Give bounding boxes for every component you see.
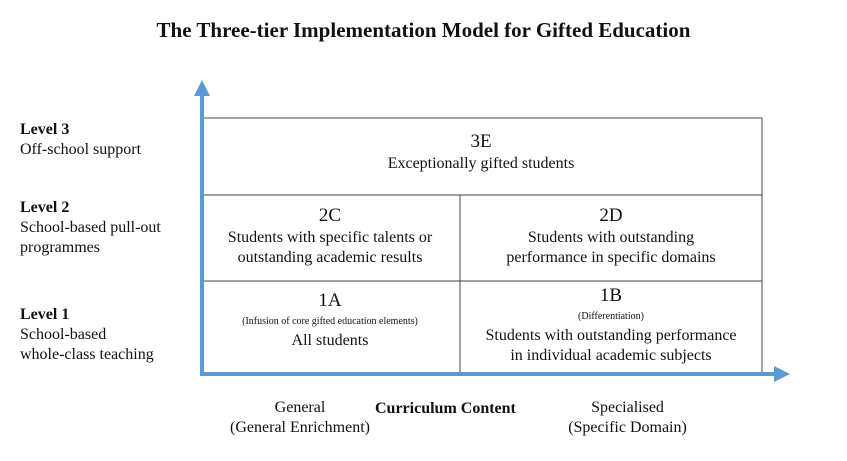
y-axis-arrowhead-icon <box>194 80 210 96</box>
level-1-desc-line1: School-based <box>20 326 107 343</box>
cell-1A-desc: All students <box>291 332 369 349</box>
cell-2C <box>202 204 458 268</box>
cell-2C-desc-line1: Students with specific talents or <box>227 229 433 246</box>
cell-1A-note: (Infusion of core gifted education elements) <box>242 316 418 327</box>
cell-1A <box>204 289 456 351</box>
cell-1B-desc-line1: Students with outstanding performance <box>485 327 737 344</box>
cell-2C-code: 2C <box>318 205 342 226</box>
level-1-title: Level 1 <box>20 306 70 323</box>
cell-1B-code: 1B <box>599 285 623 306</box>
level-3-title: Level 3 <box>20 121 70 138</box>
level-1-desc-line2: whole-class teaching <box>20 346 154 363</box>
cell-3E-code: 3E <box>470 131 492 152</box>
x-axis <box>200 366 790 382</box>
cell-1B-desc-line2: in individual academic subjects <box>510 347 712 364</box>
level-2-desc-line2: programmes <box>20 239 100 256</box>
cell-1B-note: (Differentiation) <box>578 311 644 322</box>
level-2-title: Level 2 <box>20 199 70 216</box>
x-axis-right-line2: (Specific Domain) <box>568 419 687 436</box>
x-axis-right-line1: Specialised <box>591 399 664 416</box>
cell-2C-desc-line2: outstanding academic results <box>237 249 423 266</box>
cell-3E-desc: Exceptionally gifted students <box>387 155 575 172</box>
cell-1A-code: 1A <box>318 290 342 311</box>
x-axis-right-label <box>540 398 715 438</box>
x-axis-left-label <box>205 398 395 438</box>
cell-2D-code: 2D <box>599 205 623 226</box>
x-axis-left-line1: General <box>274 399 326 416</box>
x-axis-title: Curriculum Content <box>375 400 516 417</box>
x-axis-arrowhead-icon <box>774 366 790 382</box>
level-2-desc-line1: School-based pull-out <box>20 219 161 236</box>
cell-1B <box>462 284 760 366</box>
cell-2D-desc-line2: performance in specific domains <box>506 249 716 266</box>
cell-3E <box>205 130 757 174</box>
level-3-desc: Off-school support <box>20 141 142 158</box>
cell-2D <box>462 204 760 268</box>
cell-2D-desc-line1: Students with outstanding <box>527 229 695 246</box>
x-axis-left-line2: (General Enrichment) <box>230 419 370 436</box>
diagram-title: The Three-tier Implementation Model for Gifted Education <box>156 18 691 42</box>
